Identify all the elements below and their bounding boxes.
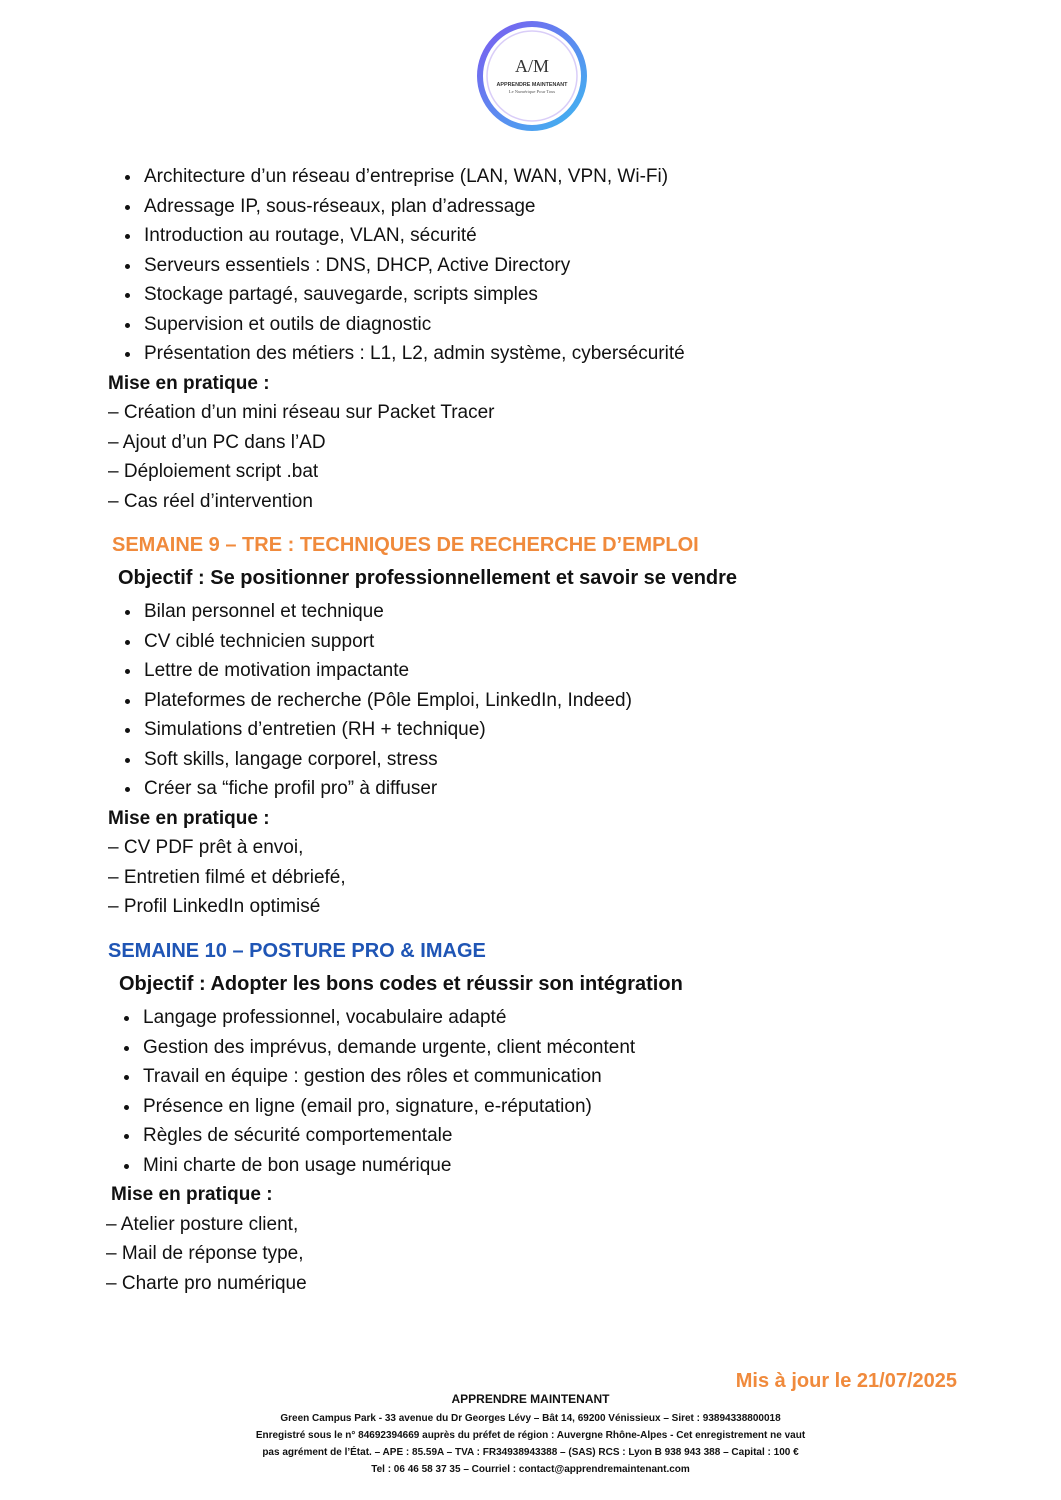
footer-address: Green Campus Park - 33 avenue du Dr Georges Lévy – Bât 14, 69200 Vénissieux – Siret : 93894338800018 <box>280 1413 781 1424</box>
week9-topics-list <box>0 597 1061 804</box>
practice-item: – Création d’un mini réseau sur Packet Tracer <box>108 402 495 423</box>
practice-item: – Ajout d’un PC dans l’AD <box>108 431 326 453</box>
practice-title: Mise en pratique : <box>111 1184 273 1205</box>
week10-topics-list <box>0 1003 1061 1180</box>
bullet-item: CV ciblé technicien support <box>144 627 1061 657</box>
bullet-item: Architecture d’un réseau d’entreprise (LAN, WAN, VPN, Wi-Fi) <box>144 162 1061 192</box>
practice-item: – Entretien filmé et débriefé, <box>108 866 346 888</box>
practice-item: – Atelier posture client, <box>106 1213 299 1235</box>
week9-objective: Objectif : Se positionner professionnellement et savoir se vendre <box>118 567 738 589</box>
bullet-item: Présence en ligne (email pro, signature, e-réputation) <box>143 1092 1061 1122</box>
week10-practice-list <box>106 1210 1061 1299</box>
bullet-item: Bilan personnel et technique <box>144 597 1061 627</box>
bullet-item: Gestion des imprévus, demande urgente, client mécontent <box>143 1033 1061 1063</box>
company-logo <box>474 18 590 134</box>
bullet-item: Supervision et outils de diagnostic <box>144 310 1061 340</box>
bullet-item: Adressage IP, sous-réseaux, plan d’adressage <box>144 192 1061 222</box>
network-topics-list <box>0 162 1061 369</box>
footer-registration-1: Enregistré sous le n° 84692394669 auprès du préfet de région : Auvergne Rhône-Alpes - Cet enregistrement ne vaut <box>255 1430 806 1441</box>
bullet-item: Introduction au routage, VLAN, sécurité <box>144 221 1061 251</box>
updated-date: Mis à jour le 21/07/2025 <box>735 1370 957 1392</box>
bullet-item: Travail en équipe : gestion des rôles et communication <box>143 1062 1061 1092</box>
bullet-item: Stockage partagé, sauvegarde, scripts simples <box>144 280 1061 310</box>
practice-item: – CV PDF prêt à envoi, <box>108 837 304 858</box>
week9-title: SEMAINE 9 – TRE : TECHNIQUES DE RECHERCHE D’EMPLOI <box>112 534 699 556</box>
practice-item: – Charte pro numérique <box>106 1272 307 1294</box>
section-week9 <box>0 530 1061 922</box>
practice-item: – Cas réel d’intervention <box>108 490 313 512</box>
bullet-item: Règles de sécurité comportementale <box>143 1121 1061 1151</box>
week10-objective: Objectif : Adopter les bons codes et réussir son intégration <box>119 973 683 995</box>
footer-company: APPRENDRE MAINTENANT <box>451 1392 610 1406</box>
section-network <box>0 162 1061 516</box>
bullet-item: Lettre de motivation impactante <box>144 656 1061 686</box>
logo-tagline: Le Numérique Pour Tous <box>508 89 556 94</box>
section-week10 <box>0 936 1061 1298</box>
practice-item: – Profil LinkedIn optimisé <box>108 896 321 917</box>
practice-title: Mise en pratique : <box>108 372 270 394</box>
bullet-item: Présentation des métiers : L1, L2, admin système, cybersécurité <box>144 339 1061 369</box>
logo-name: APPRENDRE MAINTENANT <box>496 82 568 88</box>
bullet-item: Serveurs essentiels : DNS, DHCP, Active Directory <box>144 251 1061 281</box>
bullet-item: Créer sa “fiche profil pro” à diffuser <box>144 774 1061 804</box>
week10-title: SEMAINE 10 – POSTURE PRO & IMAGE <box>108 940 486 962</box>
bullet-item: Simulations d’entretien (RH + technique) <box>144 715 1061 745</box>
logo-monogram: A/M <box>514 56 550 76</box>
week9-practice-list <box>108 833 1061 922</box>
footer-contact: Tel : 06 46 58 37 35 – Courriel : contact@apprendremaintenant.com <box>371 1464 690 1475</box>
bullet-item: Plateformes de recherche (Pôle Emploi, LinkedIn, Indeed) <box>144 686 1061 716</box>
practice-item: – Mail de réponse type, <box>106 1243 304 1264</box>
practice-title: Mise en pratique : <box>108 807 270 829</box>
bullet-item: Langage professionnel, vocabulaire adapté <box>143 1003 1061 1033</box>
bullet-item: Mini charte de bon usage numérique <box>143 1151 1061 1181</box>
bullet-item: Soft skills, langage corporel, stress <box>144 745 1061 775</box>
logo-ring-icon <box>474 18 590 134</box>
network-practice-list <box>108 398 1061 516</box>
practice-item: – Déploiement script .bat <box>108 461 319 482</box>
footer-registration-2: pas agrément de l’État. – APE : 85.59A – TVA : FR34938943388 – (SAS) RCS : Lyon B 938 943 388 – Capital : 100 € <box>262 1447 799 1458</box>
